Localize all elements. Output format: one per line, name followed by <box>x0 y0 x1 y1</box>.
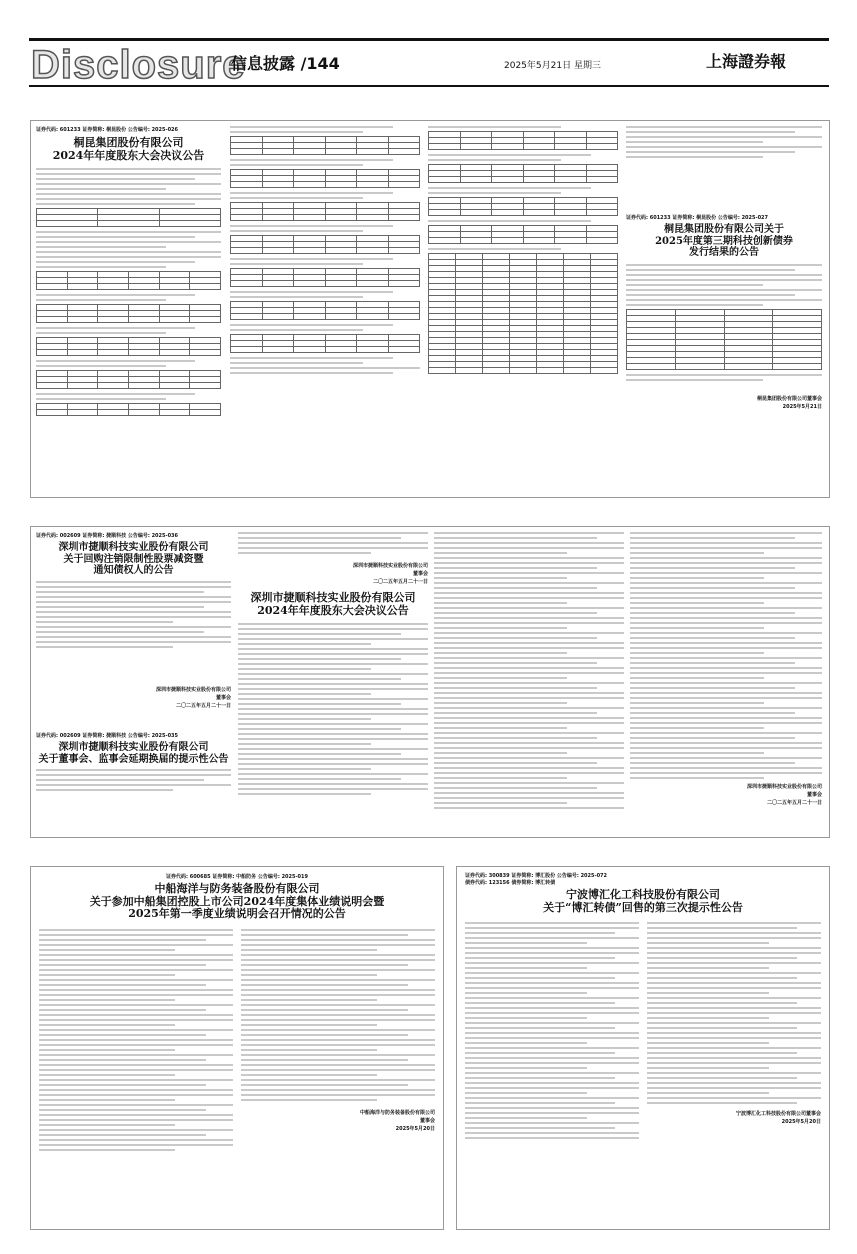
body-text <box>241 929 435 1101</box>
data-table <box>36 370 221 389</box>
stock-code-line: 证券代码: 600685 证券简称: 中船防务 公告编号: 2025-019 <box>165 874 308 880</box>
body-text <box>238 623 428 795</box>
data-table <box>230 202 420 221</box>
signature: 桐昆集团股份有限公司董事会 2025年5月21日 <box>756 395 822 410</box>
jieshun-board-extension-article <box>36 732 231 832</box>
article-title: 桐昆集团股份有限公司关于 2025年度第三期科技创新债券 发行结果的公告 <box>655 224 793 258</box>
data-table <box>230 235 420 254</box>
data-table <box>36 271 221 290</box>
jieshun-agm-col3 <box>434 532 624 832</box>
issue-date: 2025年5月21日 星期三 <box>504 61 601 71</box>
body-text <box>36 581 231 648</box>
signature: 宁波博汇化工科技股份有限公司董事会 2025年5月20日 <box>735 1111 821 1126</box>
body-text <box>238 532 428 554</box>
body-text <box>626 264 822 306</box>
body-text <box>465 922 639 1142</box>
kunlun-bond-article <box>626 214 822 492</box>
data-table <box>428 164 618 183</box>
data-table <box>428 197 618 216</box>
body-text <box>39 929 233 1154</box>
vote-detail-table <box>428 253 618 374</box>
stock-code-line: 证券代码: 601233 证券简称: 桐昆股份 公告编号: 2025-027 <box>626 215 769 221</box>
article-title: 深圳市捷顺科技实业股份有限公司 2024年年度股东大会决议公告 <box>250 591 416 617</box>
data-table <box>36 403 221 416</box>
data-table <box>230 334 420 353</box>
article-title: 中船海洋与防务装备股份有限公司 关于参加中船集团控股上市公司2024年度集体业绩说明会暨 2025年第一季度业绩说明会召开情况的公告 <box>89 882 385 921</box>
section-title: 信息披露 /144 <box>231 54 340 73</box>
kunlun-agm-article <box>36 126 221 491</box>
data-table <box>36 304 221 323</box>
newspaper-brand: 上海證券報 <box>706 52 787 71</box>
body-text <box>630 532 822 779</box>
kunlun-agm-ending <box>626 126 822 214</box>
kunlun-agm-tables-col2 <box>230 126 420 491</box>
jieshun-agm-intro-col <box>238 532 428 832</box>
data-table <box>36 208 221 227</box>
body-text <box>647 922 821 1104</box>
jieshun-agm-col4 <box>630 532 822 832</box>
header-rule <box>29 85 829 87</box>
masthead <box>29 38 829 89</box>
article-title: 深圳市捷顺科技实业股份有限公司 关于回购注销限制性股票减资暨 通知债权人的公告 <box>58 542 209 576</box>
data-table <box>428 225 618 244</box>
data-table <box>230 301 420 320</box>
stock-code-line: 证券代码: 002609 证券简称: 捷顺科技 公告编号: 2025-036 <box>36 533 179 539</box>
data-table <box>230 268 420 287</box>
stock-code-line: 证券代码: 601233 证券简称: 桐昆股份 公告编号: 2025-026 <box>36 127 179 133</box>
signature: 深圳市捷顺科技实业股份有限公司 董事会 二〇二五年五月二十一日 <box>352 563 428 585</box>
bond-issue-table <box>626 309 822 370</box>
csic-article <box>30 866 444 1230</box>
bohui-article <box>456 866 830 1230</box>
body-text <box>36 231 221 268</box>
signature: 深圳市捷顺科技实业股份有限公司 董事会 二〇二五年五月二十一日 <box>155 687 231 709</box>
body-text <box>36 168 221 205</box>
jieshun-capital-reduction-article <box>36 532 231 684</box>
body-text <box>434 532 624 809</box>
jieshun-capital-reduction-sig <box>36 686 231 732</box>
article-title: 宁波博汇化工科技股份有限公司 关于“博汇转债”回售的第三次提示性公告 <box>543 888 743 914</box>
body-text <box>36 769 231 791</box>
stock-code-line: 证券代码: 300839 证券简称: 博汇股份 公告编号: 2025-072 债券代码: 123156 债券简称: 博汇转债 <box>465 873 608 886</box>
kunlun-agm-tables-col3 <box>428 126 618 491</box>
signature: 中船海洋与防务装备股份有限公司 董事会 2025年5月20日 <box>359 1109 435 1132</box>
article-title: 深圳市捷顺科技实业股份有限公司 关于董事会、监事会延期换届的提示性公告 <box>38 742 229 765</box>
data-table <box>36 337 221 356</box>
data-table <box>428 131 618 150</box>
signature: 深圳市捷顺科技实业股份有限公司 董事会 二〇二五年五月二十一日 <box>746 784 822 806</box>
data-table <box>230 136 420 155</box>
article-title: 桐昆集团股份有限公司 2024年年度股东大会决议公告 <box>52 136 205 162</box>
data-table <box>230 169 420 188</box>
disclosure-logo: Disclosure <box>31 43 246 87</box>
stock-code-line: 证券代码: 002609 证券简称: 捷顺科技 公告编号: 2025-035 <box>36 733 179 739</box>
